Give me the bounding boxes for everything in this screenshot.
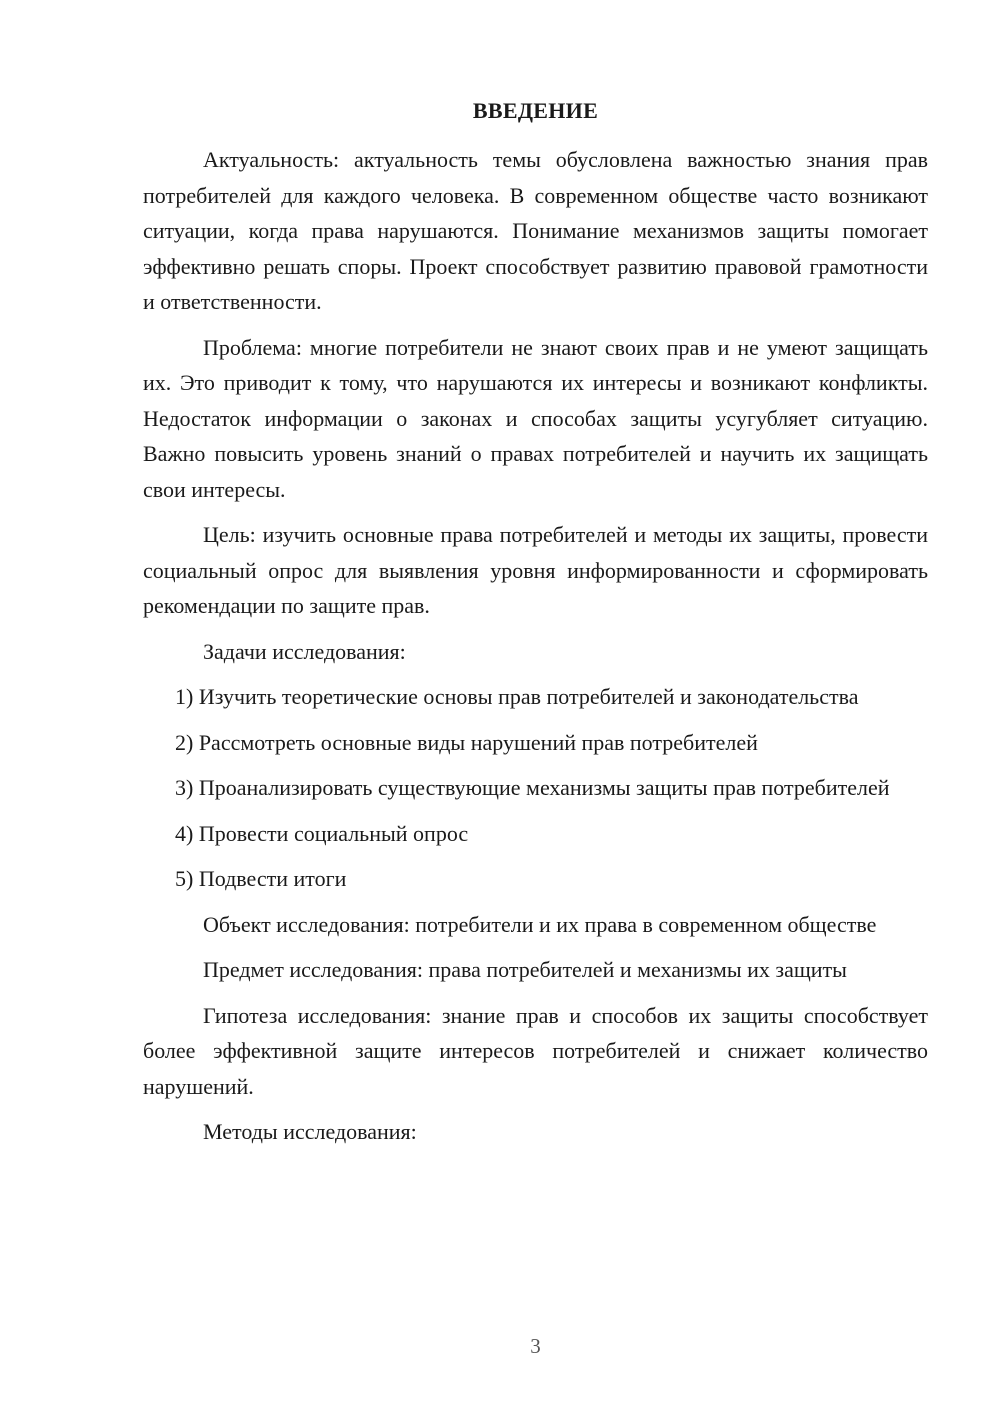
task-item-2: 2) Рассмотреть основные виды нарушений прав потребителей [175, 729, 758, 755]
task-item-1: 1) Изучить теоретические основы прав потребителей и законодательства [175, 684, 859, 709]
paragraph-subject: Предмет исследования: права потребителей и механизмы их защиты [203, 957, 847, 982]
paragraph-goal: Цель: изучить основные права потребителей и методы их защиты, провести социальный опрос для выявления уровня информированности и сформировать рекомендации по защите прав. [143, 522, 928, 618]
task-item-5: 5) Подвести итоги [175, 866, 347, 891]
page-title: ВВЕДЕНИЕ [472, 98, 599, 123]
paragraph-methods: Методы исследования: [203, 1119, 417, 1144]
paragraph-tasks-heading: Задачи исследования: [203, 638, 406, 664]
document-body [143, 142, 928, 1160]
paragraph-problem: Проблема: многие потребители не знают своих прав и не умеют защищать их. Это приводит к тому, что нарушаются их интересы и возникают конфликты. Недостаток информации о законах и способах защиты усугубляет ситуацию. Важно повысить уровень знаний о правах потребителей и научить их защищать свои интересы. [143, 334, 928, 502]
paragraph-hypothesis: Гипотеза исследования: знание прав и способов их защиты способствует более эффективной защите интересов потребителей и снижает количество нарушений. [143, 1002, 928, 1099]
task-item-3: 3) Проанализировать существующие механизмы защиты прав потребителей [175, 775, 890, 800]
page-number: 3 [530, 1334, 541, 1358]
paragraph-relevance: Актуальность: актуальность темы обусловлена важностью знания прав потребителей для каждого человека. В современном обществе часто возникают ситуации, когда права нарушаются. Понимание механизмов защиты помогает эффективно решать споры. Проект способствует развитию правовой грамотности и ответственности. [143, 147, 928, 314]
task-item-4: 4) Провести социальный опрос [175, 820, 469, 846]
paragraph-object: Объект исследования: потребители и их права в современном обществе [203, 911, 877, 937]
